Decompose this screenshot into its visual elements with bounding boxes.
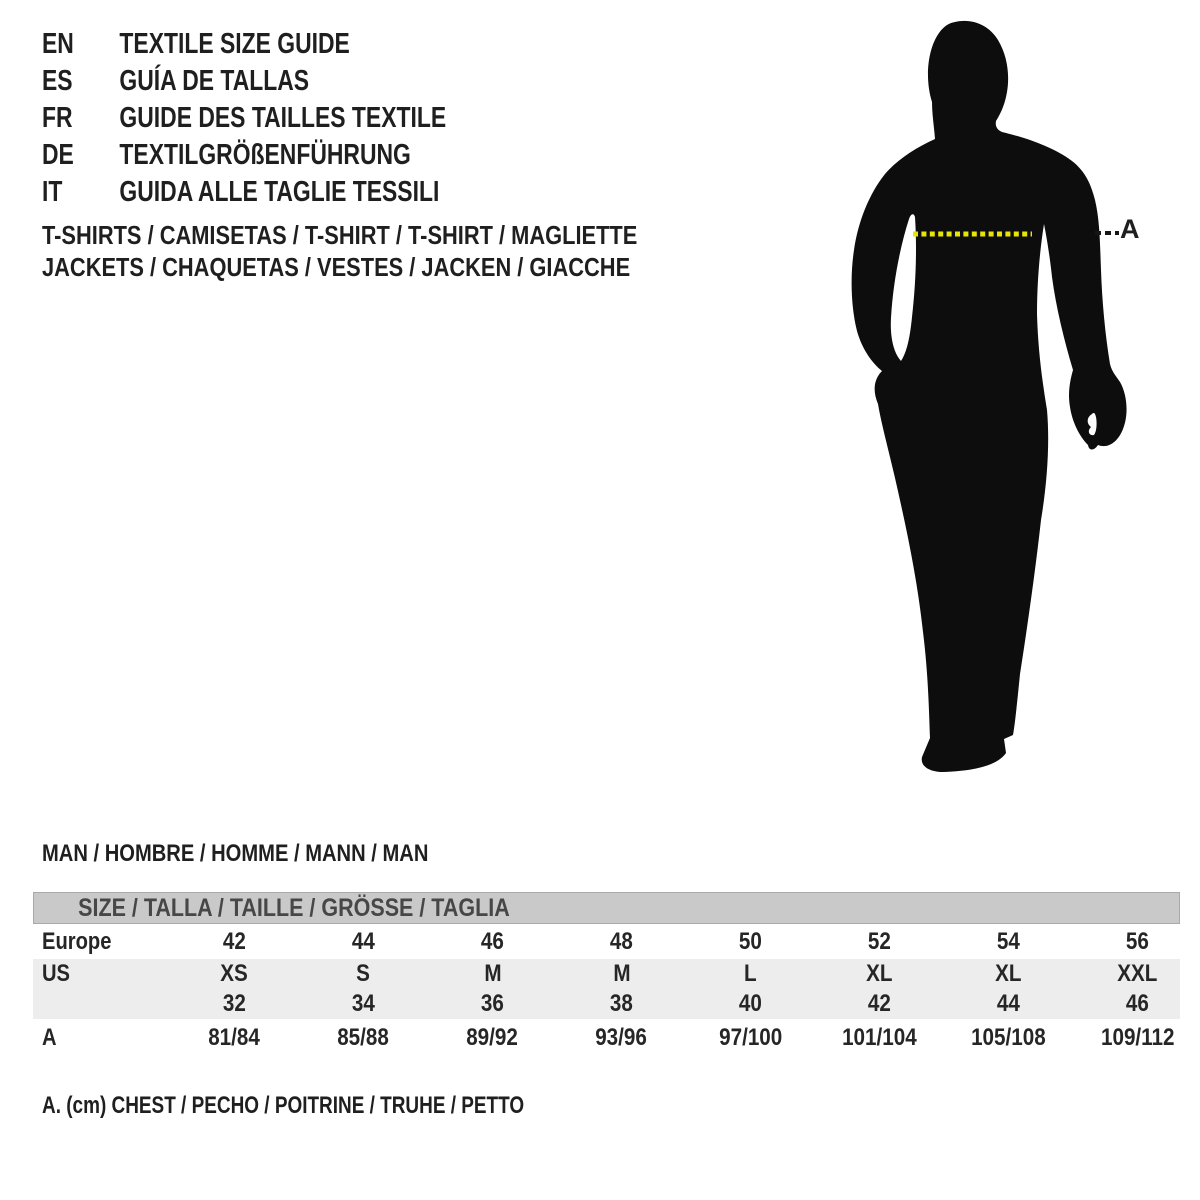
measure-label-a: A	[1120, 214, 1140, 244]
size-cell: L	[744, 960, 757, 987]
language-code: EN	[42, 28, 74, 60]
language-row	[42, 137, 554, 174]
size-cell: 48	[610, 927, 633, 955]
size-cell: 32	[223, 990, 246, 1017]
size-cell: S	[356, 960, 371, 987]
size-cell: 105/108	[971, 1024, 1046, 1051]
size-cell: M	[612, 960, 631, 987]
row-label	[33, 990, 170, 1018]
size-cell: 40	[739, 990, 762, 1017]
table-row	[33, 924, 1180, 959]
size-table-body	[33, 924, 1180, 1057]
language-code: DE	[42, 139, 74, 171]
language-label: GUIDE DES TAILLES TEXTILE	[119, 102, 447, 134]
footnote: A. (cm) CHEST / PECHO / POITRINE / TRUHE / PETTO	[42, 1092, 525, 1119]
language-code: IT	[42, 176, 63, 208]
size-cell: 89/92	[466, 1024, 519, 1051]
size-cell: 34	[352, 990, 375, 1017]
language-list	[42, 26, 554, 211]
language-label: GUÍA DE TALLAS	[119, 65, 310, 97]
language-row	[42, 100, 554, 137]
size-cell: 42	[868, 990, 891, 1017]
man-silhouette	[845, 18, 1145, 778]
size-cell: 46	[1126, 990, 1149, 1017]
table-row	[33, 959, 1180, 989]
language-label: GUIDA ALLE TAGLIE TESSILI	[119, 176, 440, 208]
category-line-2: JACKETS / CHAQUETAS / VESTES / JACKEN / GIACCHE	[42, 252, 631, 282]
language-code: ES	[42, 65, 73, 97]
size-cell: 56	[1126, 927, 1149, 955]
size-cell: 42	[223, 927, 246, 955]
size-cell: XL	[995, 960, 1022, 987]
language-code: FR	[42, 102, 73, 134]
table-row	[33, 989, 1180, 1019]
row-label: Europe	[42, 927, 112, 955]
size-cell: 44	[352, 927, 375, 955]
row-label: A	[42, 1024, 57, 1051]
size-cell: XXL	[1117, 960, 1158, 987]
size-table-header: SIZE / TALLA / TAILLE / GRÖSSE / TAGLIA	[33, 892, 1180, 924]
language-label: TEXTILE SIZE GUIDE	[119, 28, 350, 60]
size-cell: 97/100	[718, 1024, 783, 1051]
table-row	[33, 1019, 1180, 1057]
size-cell: 101/104	[842, 1024, 917, 1051]
size-cell: M	[483, 960, 502, 987]
size-cell: 109/112	[1100, 1024, 1175, 1051]
size-cell: 54	[997, 927, 1020, 955]
language-row	[42, 174, 554, 211]
size-cell: 50	[739, 927, 762, 955]
language-row	[42, 26, 554, 63]
size-table	[33, 892, 1180, 1057]
size-cell: 93/96	[595, 1024, 648, 1051]
size-cell: 85/88	[337, 1024, 390, 1051]
language-label: TEXTILGRÖßENFÜHRUNG	[119, 139, 411, 171]
row-label: US	[42, 960, 71, 987]
category-line-1: T-SHIRTS / CAMISETAS / T-SHIRT / T-SHIRT / MAGLIETTE	[42, 220, 638, 250]
size-cell: 36	[481, 990, 504, 1017]
size-cell: 44	[997, 990, 1020, 1017]
silhouette-body	[852, 21, 1127, 772]
category-lines	[42, 219, 751, 283]
size-cell: XL	[866, 960, 893, 987]
size-cell: 81/84	[208, 1024, 261, 1051]
size-cell: XS	[220, 960, 249, 987]
size-cell: 46	[481, 927, 504, 955]
size-cell: 38	[610, 990, 633, 1017]
language-row	[42, 63, 554, 100]
section-title: MAN / HOMBRE / HOMME / MANN / MAN	[42, 840, 429, 867]
size-cell: 52	[868, 927, 891, 955]
